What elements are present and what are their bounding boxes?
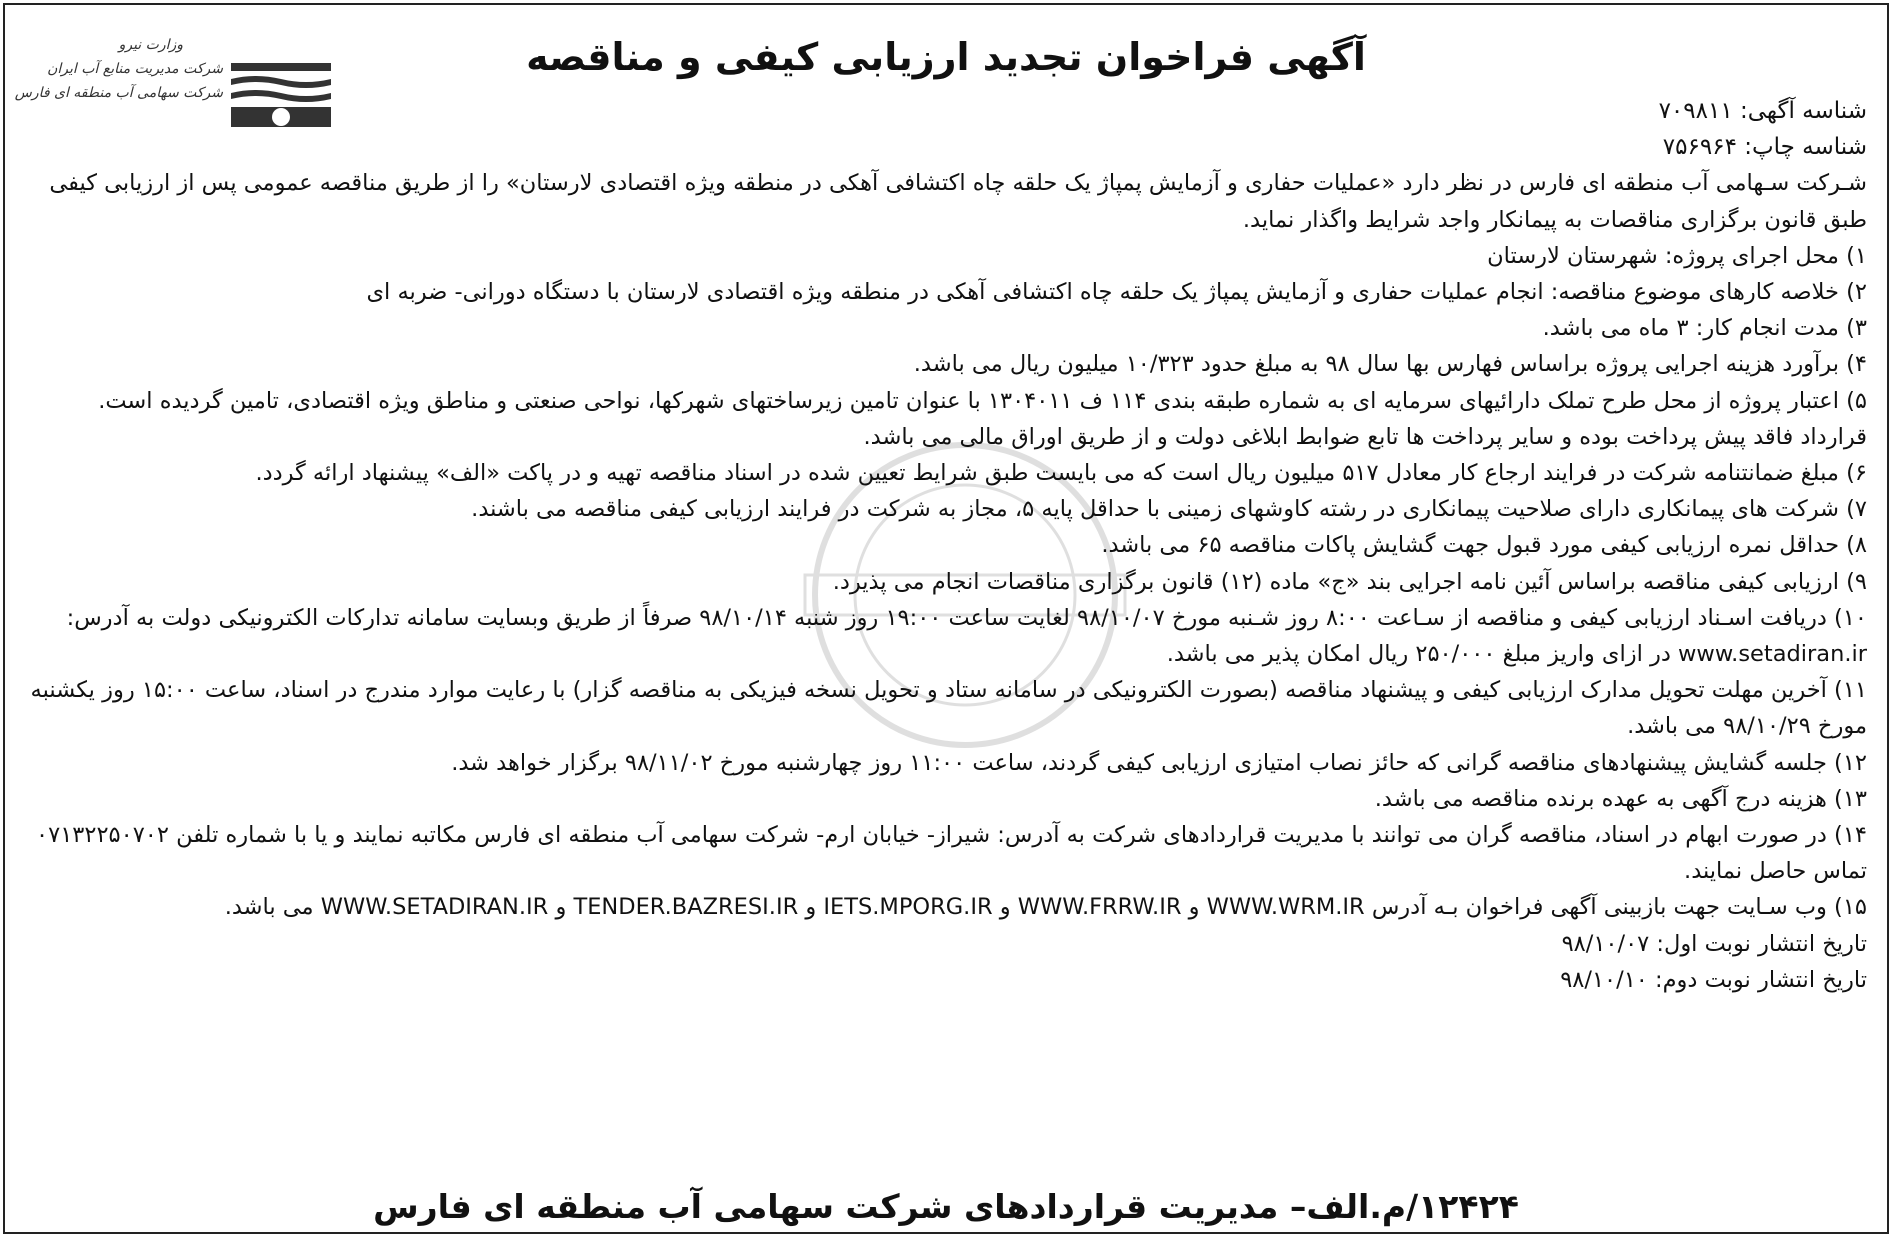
intro-paragraph: شـرکت سـهامی آب منطقه ای فارس در نظر دارد «عملیات حفاری و آزمایش پمپاژ یک حلقه چاه اکتشافی آهکی در منطقه ویژه اقتصادی لارستان» را از طریق مناقصه عمومی پس از ارزیابی کیفی طبق قانون برگزاری مناقصات به پیمانکار واجد شرایط واگذار نماید. bbox=[49, 170, 1867, 233]
item-6: ۶) مبلغ ضمانتنامه شرکت در فرایند ارجاع کار معادل ۵۱۷ میلیون ریال است که می بایست طبق شرایط تعیین شده در اسناد مناقصه تهیه و در پاکت «الف» پیشنهاد ارائه گردد. bbox=[255, 460, 1867, 487]
item-13: ۱۳) هزینه درج آگهی به عهده برنده مناقصه می باشد. bbox=[1374, 785, 1867, 812]
item-12: ۱۲) جلسه گشایش پیشنهادهای مناقصه گرانی که حائز نصاب امتیازی ارزیابی کیفی گردند، ساعت ۱۱:۰۰ روز چهارشنبه مورخ ۹۸/۱۱/۰۲ برگزار خواهد شد. bbox=[451, 749, 1867, 776]
item-15: ۱۵) وب سـایت جهت بازبینی آگهی فراخوان بـه آدرس WWW.WRM.IR و WWW.FRRW.IR و IETS.MPORG.IR و TENDER.BAZRESI.IR و WWW.SETADIRAN.IR می باشد. bbox=[224, 894, 1867, 921]
ad-body bbox=[25, 93, 1867, 998]
publish-date-first: تاریخ انتشار نوبت اول: ۹۸/۱۰/۰۷ bbox=[1561, 930, 1867, 957]
ad-sheet bbox=[3, 3, 1889, 1234]
id-block bbox=[25, 93, 1867, 165]
item-5: ۵) اعتبار پروژه از محل طرح تملک دارائیهای سرمایه ای به شماره طبقه بندی ۱۱۴ ف ۱۳۰۴۰۱۱ با عنوان تامین زیرساختهای شهرکها، نواحی صنعتی و مناطق ویژه اقتصادی، تامین گردیده است. قرارداد فاقد پیش پرداخت بوده و سایر پرداخت ها تابع ضوابط ابلاغی دولت و از طریق اوراق مالی می باشد. bbox=[98, 387, 1867, 450]
signature-line: ۱۲۴۲۴/م.الف– مدیریت قراردادهای شرکت سهامی آب منطقه ای فارس bbox=[373, 1187, 1519, 1226]
item-7: ۷) شرکت های پیمانکاری دارای صلاحیت پیمانکاری در رشته کاوشهای زمینی با حداقل پایه ۵، مجاز به شرکت در فرایند ارزیابی کیفی مناقصه می باشند. bbox=[471, 496, 1867, 523]
publish-date-second: تاریخ انتشار نوبت دوم: ۹۸/۱۰/۱۰ bbox=[1560, 966, 1867, 993]
page-title: آگهی فراخوان تجدید ارزیابی کیفی و مناقصه bbox=[526, 35, 1366, 79]
logo-line-1: وزارت نیرو bbox=[118, 37, 183, 53]
logo-line-2: شرکت مدیریت منابع آب ایران bbox=[47, 61, 223, 77]
item-4: ۴) برآورد هزینه اجرایی پروژه براساس فهارس بها سال ۹۸ به مبلغ حدود ۱۰/۳۲۳ میلیون ریال می باشد. bbox=[913, 351, 1867, 378]
item-9: ۹) ارزیابی کیفی مناقصه براساس آئین نامه اجرایی بند «ج» ماده (۱۲) قانون برگزاری مناقصات انجام می پذیرد. bbox=[832, 568, 1867, 595]
item-1: ۱) محل اجرای پروژه: شهرستان لارستان bbox=[1487, 242, 1867, 269]
item-3: ۳) مدت انجام کار: ۳ ماه می باشد. bbox=[1542, 315, 1867, 342]
item-10: ۱۰) دریافت اسـناد ارزیابی کیفی و مناقصه از سـاعت ۸:۰۰ روز شـنبه مورخ ۹۸/۱۰/۰۷ لغایت ساعت ۱۹:۰۰ روز شنبه ۹۸/۱۰/۱۴ صرفاً از طریق وبسایت سامانه تدارکات الکترونیکی دولت به آدرس: www.setadiran.ir در ازای واریز مبلغ ۲۵۰/۰۰۰ ریال امکان پذیر می باشد. bbox=[66, 604, 1867, 668]
ad-id: شناسه آگهی: ۷۰۹۸۱۱ bbox=[1658, 98, 1867, 124]
logo-line-3: شرکت سهامی آب منطقه ای فارس bbox=[14, 85, 223, 101]
item-2: ۲) خلاصه کارهای موضوع مناقصه: انجام عملیات حفاری و آزمایش پمپاژ یک حلقه چاه اکتشافی آهکی در منطقه ویژه اقتصادی لارستان با دستگاه دورانی- ضربه ای bbox=[366, 279, 1867, 306]
item-11: ۱۱) آخرین مهلت تحویل مدارک ارزیابی کیفی و پیشنهاد مناقصه (بصورت الکترونیکی در سامانه ستاد و تحویل نسخه فیزیکی به مناقصه گزار) با رعایت موارد مندرج در اسناد، ساعت ۱۵:۰۰ روز یکشنبه مورخ ۹۸/۱۰/۲۹ می باشد. bbox=[30, 677, 1867, 740]
item-8: ۸) حداقل نمره ارزیابی کیفی مورد قبول جهت گشایش پاکات مناقصه ۶۵ می باشد. bbox=[1101, 532, 1867, 559]
print-id: شناسه چاپ: ۷۵۶۹۶۴ bbox=[1662, 134, 1867, 161]
item-14: ۱۴) در صورت ابهام در اسناد، مناقصه گران می توانند با مدیریت قراردادهای شرکت به آدرس: شیراز- خیابان ارم- شرکت سهامی آب منطقه ای فارس مکاتبه نمایند و یا با شماره تلفن ۰۷۱۳۲۲۵۰۷۰۲ تماس حاصل نمایند. bbox=[36, 822, 1867, 885]
